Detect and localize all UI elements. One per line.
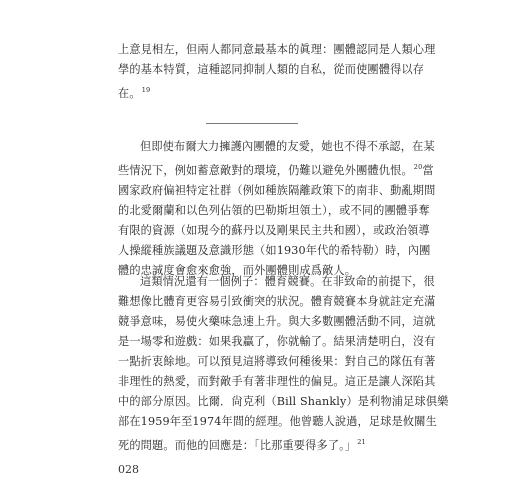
text-line: 一點折衷餘地。可以預見這將導致何種後果：對自己的隊伍有著 [118,355,436,368]
paragraph-3 [118,272,449,456]
text-line: 是一場零和遊戲：如果我贏了，你就輸了。結果淸楚明白，沒有 [118,335,436,348]
text-line: 但即使布爾大力擁護內團體的友愛，她也不得不承認，在某 [140,140,435,153]
text-line: 的北愛爾蘭和以色列佔領的巴勒斯坦領土），或不同的團體爭奪 [118,204,430,217]
text-line: 人操縱種族議題及意識形態（如1930年代的希特勒）時，內團 [118,244,431,257]
text-line: 難想像比體育更容易引致衝突的狀況。體育競賽本身就註定充滿 [118,295,436,308]
text-fragment: 在。 [118,87,141,100]
paragraph-2 [118,137,436,281]
footnote-marker: 20 [413,163,423,171]
text-line: 中的部分原因。比爾．尙克利（Bill Shankly）是利物浦足球俱樂 [118,395,449,408]
text-line: 國家政府偏袒特定社群（例如種族隔離政策下的南非、動亂期間 [118,184,436,197]
text-line: 競爭意味，易使火藥味急速上升。與大多數團體活動不同，這就 [118,315,436,328]
text-line: 有限的資源（如現今的蘇丹以及剛果民主共和國），或政治領導 [118,224,430,237]
text-line: 體的忠誠度會愈來愈強，而外團體則成爲敵人。 [118,264,357,277]
text-fragment: 些情況下，例如蓄意敵對的環境，仍難以避免外團體仇恨。 [118,164,413,177]
text-line: 這類情況還有一個例子：體育競賽。在非致命的前提下，很 [140,275,435,288]
page-number: 028 [118,463,139,476]
footnote-marker: 21 [357,438,366,446]
paragraph-1 [118,40,436,104]
text-line [118,80,398,104]
text-fragment: 死的問題。而他的回應是：「比那重要得多了。」 [118,439,357,452]
text-line [118,157,434,181]
text-line: 非理性的熱愛，而對敵手有著非理性的偏見。這正是讓人深陷其 [118,375,436,388]
text-line: 學的基本特質，這種認同抑制人類的自私，從而使團體得以存 [118,63,425,76]
text-line: 部在1959年至1974年間的經理。他曾聽人說過，足球是攸關生 [118,415,437,428]
section-divider [206,123,298,124]
footnote-marker: 19 [141,86,151,94]
text-fragment: 當 [422,164,434,177]
text-line [118,432,398,456]
text-line: 上意見相左，但兩人都同意最基本的眞理：團體認同是人類心理 [118,43,436,56]
